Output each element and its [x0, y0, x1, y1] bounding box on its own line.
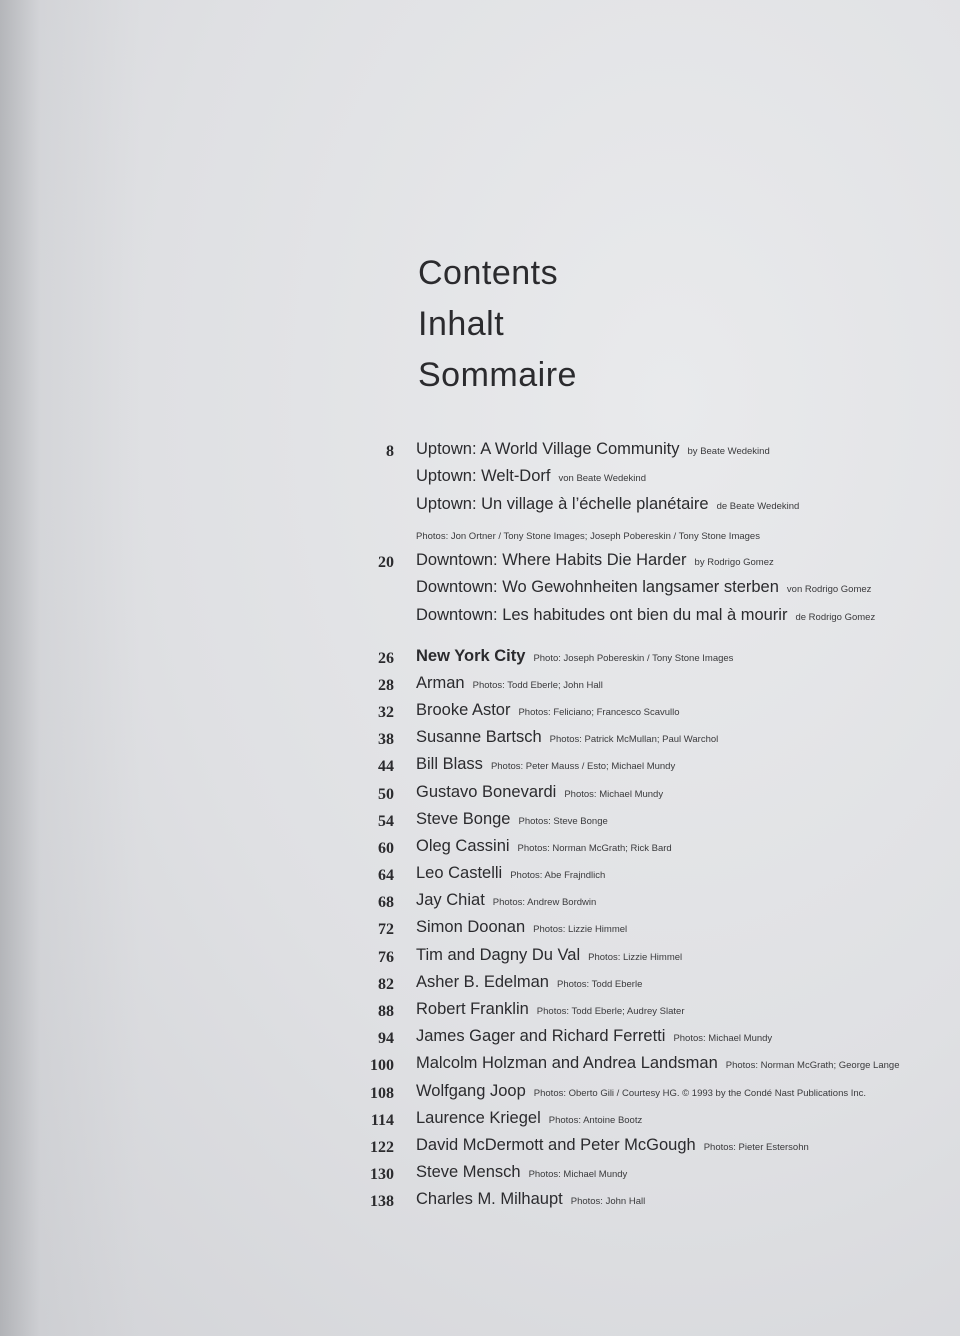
- toc-line: [340, 467, 940, 495]
- entry-credit: Photos: Lizzie Himmel: [588, 951, 683, 963]
- entry-title: Downtown: Wo Gewohnheiten langsamer sterben: [416, 577, 779, 596]
- toc-entry: [340, 701, 940, 728]
- toc-entry: [340, 1082, 940, 1109]
- entry-credit: Photos: Feliciano; Francesco Scavullo: [518, 706, 680, 718]
- entry-title: Steve Mensch: [416, 1163, 521, 1182]
- entry-credit: Photos: Michael Mundy: [528, 1169, 628, 1181]
- entry-credit: Photos: Norman McGrath; Rick Bard: [517, 842, 672, 854]
- page-number: 138: [370, 1193, 394, 1211]
- heading-german: Inhalt: [418, 305, 505, 343]
- page-number: 94: [378, 1030, 394, 1048]
- page-number: 122: [370, 1138, 394, 1156]
- entry-title: Arman: [416, 673, 465, 692]
- entry-credit: Photos: Michael Mundy: [564, 788, 664, 800]
- entry-credit: Photos: Steve Bonge: [518, 815, 608, 827]
- entry-title: Wolfgang Joop: [416, 1081, 526, 1100]
- section-spacer: [340, 634, 940, 647]
- toc-entry: [340, 891, 940, 918]
- toc-entry: [340, 783, 940, 810]
- page-number: 72: [378, 921, 394, 939]
- page-number: 26: [378, 649, 394, 667]
- entry-title: Uptown: A World Village Community: [416, 440, 680, 458]
- page-number: 68: [378, 894, 394, 912]
- toc-entry: [340, 674, 940, 701]
- entry-credit: Photo: Joseph Pobereskin / Tony Stone Images: [533, 652, 734, 664]
- entry-title: Robert Franklin: [416, 1000, 529, 1018]
- entry-title: Bill Blass: [416, 755, 483, 774]
- entry-credit: Photos: John Hall: [570, 1196, 646, 1208]
- toc-entry: [340, 1163, 940, 1190]
- page-number: 130: [370, 1166, 394, 1184]
- toc-line: [340, 578, 940, 606]
- entry-credit: von Beate Wedekind: [558, 473, 646, 485]
- entry-credit: Photos: Todd Eberle; John Hall: [472, 679, 603, 691]
- page-number: 88: [378, 1003, 394, 1020]
- contents-heading: [418, 248, 577, 401]
- entry-title: Uptown: Un village à l’échelle planétaire: [416, 494, 709, 513]
- page-number: 114: [370, 1111, 394, 1129]
- page-number: 32: [378, 703, 394, 721]
- page-number: 60: [378, 839, 394, 857]
- entry-credit: von Rodrigo Gomez: [786, 583, 872, 595]
- toc-line: [340, 606, 940, 634]
- entry-credit: Photos: Andrew Bordwin: [492, 897, 597, 909]
- toc-entry: [340, 1027, 940, 1054]
- toc-entry: [340, 728, 940, 755]
- entry-credit: Photos: Todd Eberle; Audrey Slater: [536, 1006, 685, 1017]
- page-number: 108: [370, 1084, 394, 1102]
- entry-title: Malcolm Holzman and Andrea Landsman: [416, 1054, 718, 1073]
- entry-title: Downtown: Where Habits Die Harder: [416, 550, 687, 569]
- entry-title: Laurence Kriegel: [416, 1108, 541, 1127]
- toc-entry: [340, 946, 940, 973]
- page-number: 82: [378, 975, 394, 993]
- entry-credit: Photos: Peter Mauss / Esto; Michael Mundy: [490, 761, 676, 773]
- toc-entry: [340, 755, 940, 782]
- toc-entry: [340, 647, 940, 674]
- entry-credit: de Beate Wedekind: [716, 500, 800, 512]
- entry-credit: Photos: Abe Frajndlich: [510, 870, 606, 882]
- page-number: 54: [378, 812, 394, 830]
- entry-title: Tim and Dagny Du Val: [416, 945, 581, 964]
- page-number: 64: [378, 867, 394, 885]
- toc-entry: [340, 1136, 940, 1163]
- toc-entry: [340, 864, 940, 891]
- toc-entry: [340, 810, 940, 837]
- entry-credit: Photos: Patrick McMullan; Paul Warchol: [549, 734, 719, 746]
- entry-title: Simon Doonan: [416, 918, 526, 937]
- page-number: 100: [370, 1057, 394, 1075]
- entry-title: Oleg Cassini: [416, 836, 510, 855]
- toc-entry: [340, 837, 940, 864]
- entry-title: Asher B. Edelman: [416, 972, 549, 991]
- page-number: 76: [378, 948, 394, 966]
- page-number: 38: [378, 731, 394, 749]
- entry-credit: Photos: Todd Eberle: [556, 978, 643, 990]
- entry-title: Downtown: Les habitudes ont bien du mal à mourir: [416, 605, 788, 624]
- page-number: 8: [386, 443, 394, 460]
- entry-credit: by Beate Wedekind: [687, 446, 770, 457]
- toc-entry: [340, 1190, 940, 1217]
- toc-line: [340, 495, 940, 523]
- heading-english: Contents: [418, 254, 559, 292]
- entry-credit: by Rodrigo Gomez: [694, 556, 774, 568]
- toc-entry-list: [340, 647, 940, 1218]
- entry-credit: Photos: Norman McGrath; George Lange: [725, 1060, 900, 1072]
- toc-entry: [340, 1109, 940, 1136]
- toc-entry: [340, 1000, 940, 1027]
- entry-credit: Photos: Antoine Bootz: [548, 1114, 643, 1126]
- entry-title: Leo Castelli: [416, 864, 503, 883]
- heading-french: Sommaire: [418, 356, 577, 394]
- table-of-contents: [340, 440, 940, 1218]
- entry-credit: Photos: Pieter Estersohn: [703, 1141, 809, 1153]
- entry-credit: Photos: Lizzie Himmel: [533, 924, 628, 936]
- page-number: 28: [378, 676, 394, 694]
- page-number: 44: [378, 758, 394, 776]
- page-number: 20: [378, 553, 394, 571]
- page-number: 50: [378, 785, 394, 803]
- toc-section-uptown: [340, 440, 940, 467]
- toc-section-downtown: [340, 551, 940, 578]
- entry-title: Steve Bonge: [416, 809, 511, 828]
- toc-entry: [340, 918, 940, 945]
- toc-entry: [340, 1054, 940, 1081]
- entry-title: Gustavo Bonevardi: [416, 782, 557, 801]
- photo-credit: Photos: Jon Ortner / Tony Stone Images; Joseph Pobereskin / Tony Stone Images: [416, 530, 760, 542]
- entry-credit: Photos: Oberto Gili / Courtesy HG. © 1993 by the Condé Nast Publications Inc.: [533, 1087, 867, 1099]
- entry-title: Uptown: Welt-Dorf: [416, 467, 551, 486]
- toc-entry: [340, 973, 940, 1000]
- entry-credit: de Rodrigo Gomez: [795, 611, 876, 623]
- entry-title: David McDermott and Peter McGough: [416, 1135, 696, 1154]
- entry-credit: Photos: Michael Mundy: [673, 1033, 773, 1045]
- toc-photo-credit: [340, 523, 940, 551]
- entry-title: New York City: [416, 646, 526, 665]
- entry-title: Charles M. Milhaupt: [416, 1190, 563, 1209]
- entry-title: Susanne Bartsch: [416, 728, 542, 747]
- entry-title: Jay Chiat: [416, 891, 485, 910]
- entry-title: James Gager and Richard Ferretti: [416, 1027, 666, 1046]
- entry-title: Brooke Astor: [416, 700, 511, 719]
